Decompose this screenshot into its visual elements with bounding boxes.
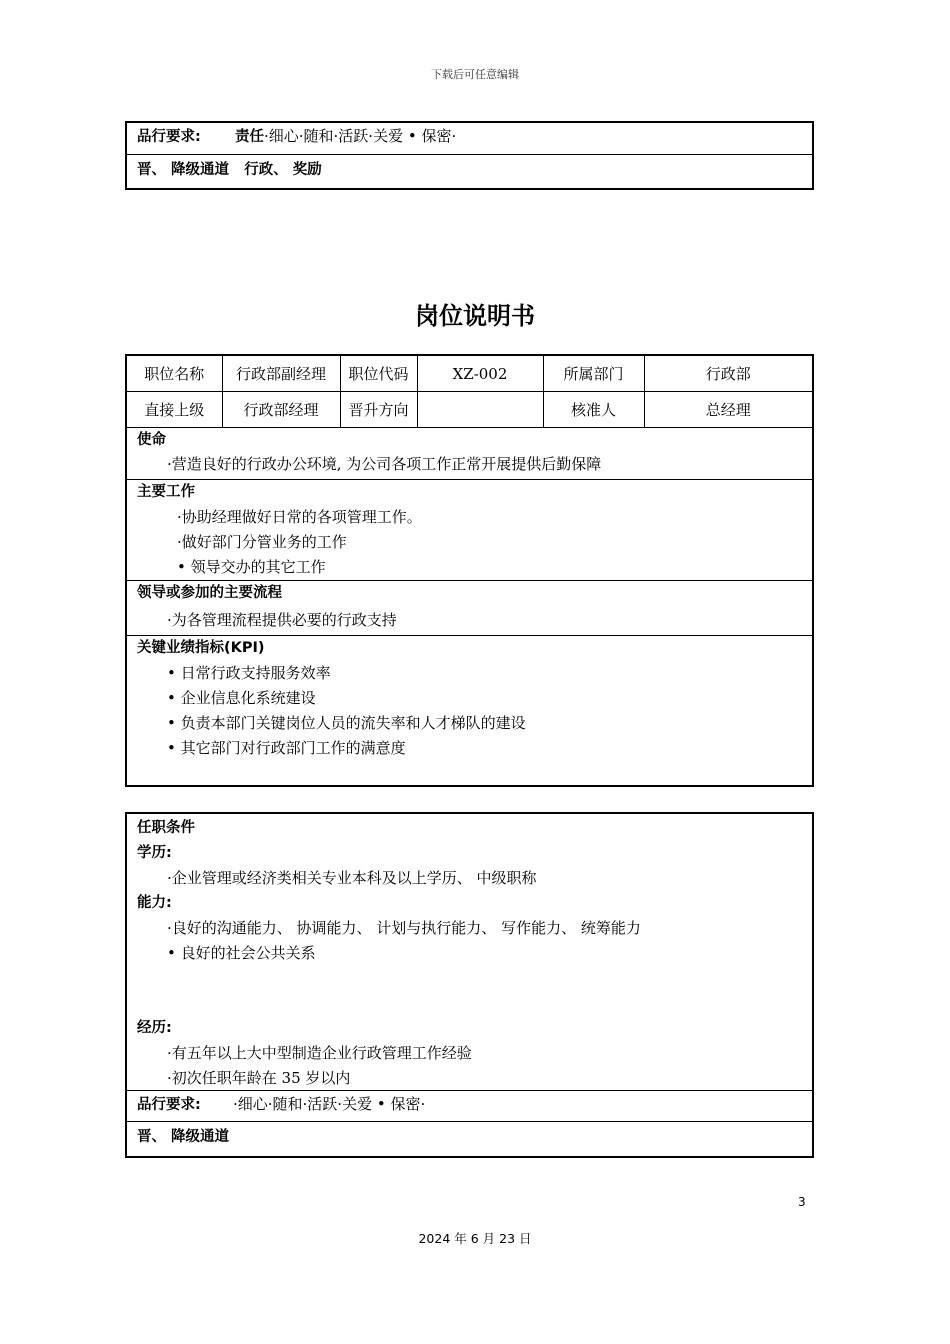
info-row	[127, 392, 812, 428]
info-cell: 行政部	[644, 356, 812, 392]
ability-item: ·良好的沟通能力、 协调能力、 计划与执行能力、 写作能力、 统筹能力	[167, 919, 641, 937]
requirements-section	[127, 814, 812, 1090]
page-title: 岗位说明书	[415, 302, 535, 330]
footer-date: 2024 年 6 月 23 日	[418, 1231, 532, 1246]
requirements-heading: 任职条件	[137, 820, 195, 836]
info-cell: 晋升方向	[340, 392, 417, 428]
education-label: 学历:	[137, 845, 172, 861]
kpi-item: • 其它部门对行政部门工作的满意度	[167, 739, 406, 757]
info-cell: 行政部经理	[222, 392, 340, 428]
ability-label: 能力:	[137, 895, 172, 911]
main-work-item: ·协助经理做好日常的各项管理工作。	[177, 508, 422, 526]
quality-bold: 责任	[235, 129, 264, 145]
quality-row	[127, 123, 812, 154]
bottom-quality-row	[127, 1090, 812, 1121]
main-work-item: ·做好部门分管业务的工作	[177, 533, 347, 551]
experience-label: 经历:	[137, 1020, 172, 1036]
job-description-box	[125, 354, 814, 787]
requirements-box	[125, 812, 814, 1158]
experience-item: ·初次任职年龄在 35 岁以内	[167, 1069, 351, 1087]
process-item: ·为各管理流程提供必要的行政支持	[167, 611, 397, 629]
mission-section	[127, 428, 812, 479]
info-cell: 职位名称	[127, 356, 222, 392]
info-cell: 核准人	[543, 392, 644, 428]
kpi-heading: 关键业绩指标(KPI)	[137, 640, 265, 656]
main-work-heading: 主要工作	[137, 484, 195, 500]
main-work-item: • 领导交办的其它工作	[177, 558, 326, 576]
quality-label: 品行要求:	[137, 129, 201, 145]
ability-item: • 良好的社会公共关系	[167, 944, 316, 962]
education-item: ·企业管理或经济类相关专业本科及以上学历、 中级职称	[167, 869, 537, 887]
bottom-quality-label: 品行要求:	[137, 1097, 201, 1113]
process-section	[127, 580, 812, 635]
process-heading: 领导或参加的主要流程	[137, 585, 282, 601]
info-cell: 行政部副经理	[222, 356, 340, 392]
kpi-item: • 日常行政支持服务效率	[167, 664, 331, 682]
mission-item: ·营造良好的行政办公环境, 为公司各项工作正常开展提供后勤保障	[167, 455, 602, 473]
kpi-item: • 企业信息化系统建设	[167, 689, 316, 707]
quality-text: ·细心·随和·活跃·关爱 • 保密·	[264, 127, 457, 145]
top-quality-box	[125, 121, 814, 190]
main-work-section	[127, 479, 812, 580]
bottom-quality-text: ·细心·随和·活跃·关爱 • 保密·	[233, 1095, 426, 1113]
experience-item: ·有五年以上大中型制造企业行政管理工作经验	[167, 1044, 472, 1062]
info-cell	[417, 392, 543, 428]
info-row	[127, 356, 812, 392]
kpi-section	[127, 635, 812, 783]
info-cell: 总经理	[644, 392, 812, 428]
mission-heading: 使命	[137, 432, 166, 448]
kpi-item: • 负责本部门关键岗位人员的流失率和人才梯队的建设	[167, 714, 526, 732]
promotion-row: 晋、 降级通道 行政、 奖励	[127, 154, 812, 188]
page-number: 3	[798, 1195, 806, 1209]
info-cell: 所属部门	[543, 356, 644, 392]
info-cell: XZ-002	[417, 356, 543, 392]
info-cell: 直接上级	[127, 392, 222, 428]
info-table	[127, 356, 812, 428]
bottom-promotion-row: 晋、 降级通道	[127, 1121, 812, 1156]
header-note: 下载后可任意编辑	[431, 68, 519, 81]
info-cell: 职位代码	[340, 356, 417, 392]
